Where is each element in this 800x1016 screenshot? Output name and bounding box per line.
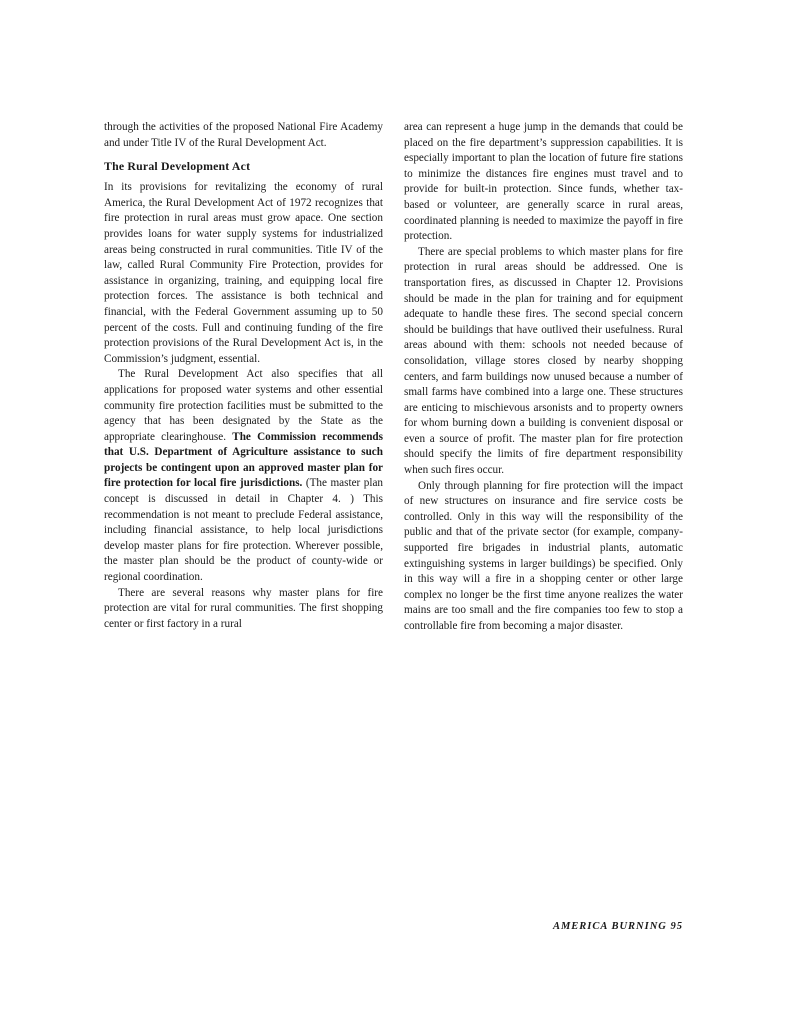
right-column [404, 120, 683, 635]
paragraph: Only through planning for fire protection will the impact of new structures on insurance and fire service costs be controlled. Only in this way will the responsibility of the public and that of the private sector (for example, company-supported fire brigades in industrial plants, automatic extinguishing systems in larger buildings) be specified. Only in this way will a fire in a shopping center or other large complex no longer be the first time anyone realizes the water mains are too small and the fire companies too few to stop a controllable fire from becoming a major disaster. [404, 479, 683, 632]
paragraph: area can represent a huge jump in the demands that could be placed on the fire department’s suppression capabilities. It is especially important to plan the location of future fire stations to minimize the distances fire engines must travel and to provide for built-in protection. Since funds, whether tax-based or volunteer, are generally scarce in rural areas, coordinated planning is needed to maximize the payoff in fire protection. [404, 121, 683, 243]
commission-recommendation: The Commission recommends that U.S. Department of Agriculture assistance to such projects be contingent upon an approved master plan for fire protection for local fire jurisdictions. [104, 430, 383, 490]
paragraph: In its provisions for revitalizing the economy of rural America, the Rural Development Act of 1972 recognizes that fire protection in rural areas must grow apace. One section provides loans for water supply systems for industrialized areas being constructed in rural communities. Title IV of the law, called Rural Community Fire Protection, provides for assistance in organizing, training, and equipping local fire protection forces. The assistance is both technical and financial, with the Federal Government assuming up to 50 percent of the costs. Full and continuing funding of the fire protection provisions of the Rural Development Act is, in the Commission’s judgment, essential. [104, 181, 383, 365]
paragraph: through the activities of the proposed National Fire Academy and under Title IV of the Rural Development Act. [104, 121, 383, 149]
paragraph [104, 367, 383, 585]
paragraph-text: The Rural Development Act also specifies that all applications for proposed water systems and other essential community fire protection facilities must be submitted to the agency that has been designated by the State as the appropriate clearinghouse. [104, 368, 383, 443]
section-heading: The Rural Development Act [104, 159, 251, 174]
paragraph: There are special problems to which master plans for fire protection in rural areas should be addressed. One is transportation fires, as discussed in Chapter 12. Provisions should be made in the plan for training and for equipment adequate to handle these fires. The second special concern should be buildings that have outlived their usefulness. Rural areas abound with them: schools not needed because of consolidation, village stores closed by nearby shopping centers, and farm buildings now unused because a number of small farms have combined into a large one. These structures are enticing to mischievous arsonists and to property owners for whom burning down a building is convenient disposal or even a source of profit. The master plan for fire protection should specify the limits of fire department responsibility when such fires occur. [404, 245, 683, 477]
page-footer-running-title: AMERICA BURNING 95 [552, 921, 683, 932]
paragraph: There are several reasons why master plans for fire protection are vital for rural communities. The first shopping center or first factory in a rural [104, 586, 383, 630]
paragraph-text: (The master plan concept is discussed in detail in Chapter 4. ) This recommendation is not meant to preclude Federal assistance, including financial assistance, to help local jurisdictions develop master plans for fire protection. Wherever possible, the master plan should be the product of county-wide or regional coordination. [104, 477, 384, 584]
left-column [104, 120, 383, 632]
